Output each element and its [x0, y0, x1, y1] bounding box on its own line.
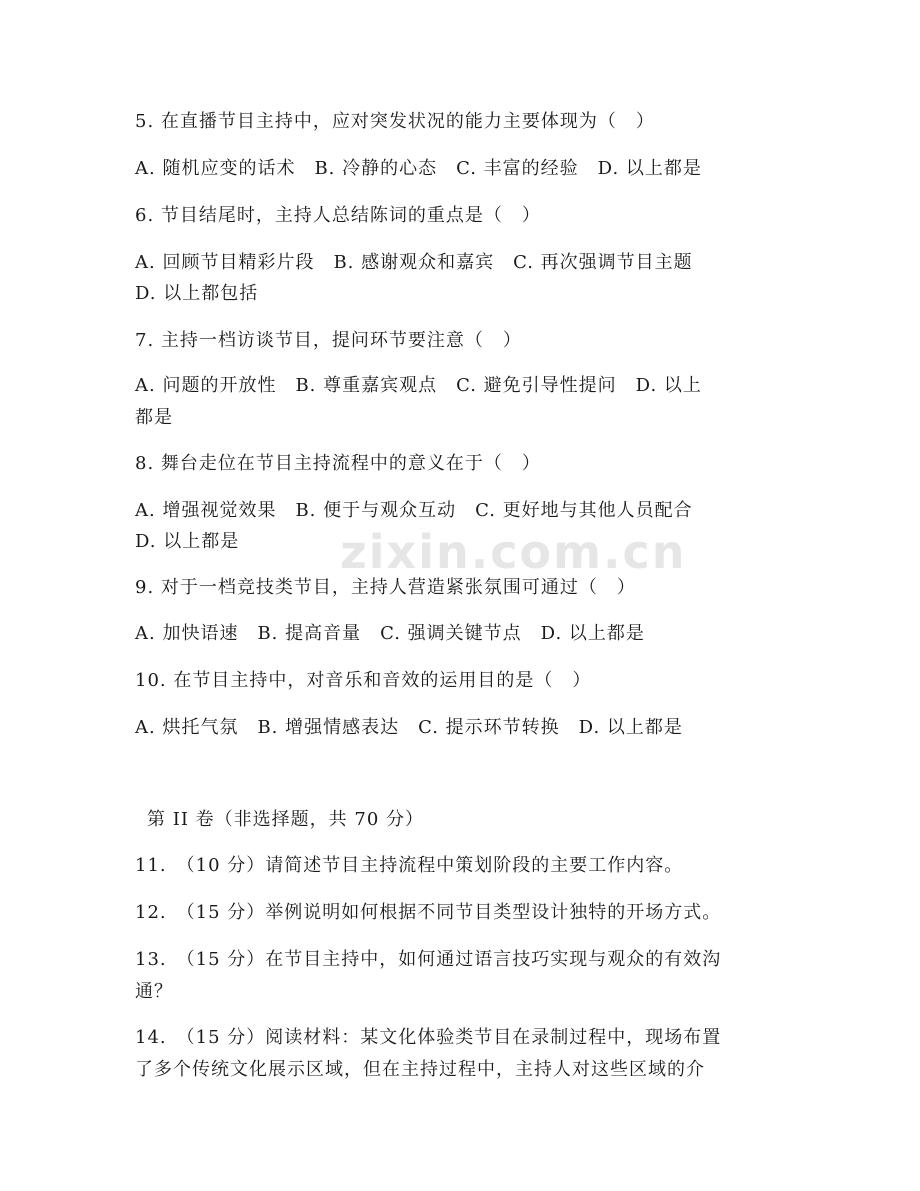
question-8-options-line1: A. 增强视觉效果 B. 便于与观众互动 C. 更好地与其他人员配合: [135, 500, 693, 521]
question-7-options-line1: A. 问题的开放性 B. 尊重嘉宾观点 C. 避免引导性提问 D. 以上: [135, 375, 702, 396]
question-13-line1: 13. （15 分）在节目主持中，如何通过语言技巧实现与观众的有效沟: [135, 949, 722, 970]
question-5-stem: 5. 在直播节目主持中，应对突发状况的能力主要体现为（ ）: [135, 111, 655, 132]
question-11: 11. （10 分）请简述节目主持流程中策划阶段的主要工作内容。: [135, 855, 684, 876]
question-7-stem: 7. 主持一档访谈节目，提问环节要注意（ ）: [135, 330, 522, 351]
question-10-stem: 10. 在节目主持中，对音乐和音效的运用目的是（ ）: [135, 670, 592, 691]
question-9-options: A. 加快语速 B. 提高音量 C. 强调关键节点 D. 以上都是: [135, 623, 645, 644]
question-14-line2: 了多个传统文化展示区域，但在主持过程中，主持人对这些区域的介: [135, 1059, 705, 1080]
question-10-options: A. 烘托气氛 B. 增强情感表达 C. 提示环节转换 D. 以上都是: [135, 717, 683, 738]
watermark: zixin.com.cn: [340, 525, 687, 579]
question-9-stem: 9. 对于一档竞技类节目，主持人营造紧张氛围可通过（ ）: [135, 577, 636, 598]
question-6-options-line2: D. 以上都包括: [135, 283, 259, 304]
section-2-title: 第 II 卷（非选择题，共 70 分）: [147, 809, 425, 830]
question-6-stem: 6. 节目结尾时，主持人总结陈词的重点是（ ）: [135, 205, 541, 226]
question-12: 12. （15 分）举例说明如何根据不同节目类型设计独特的开场方式。: [135, 902, 722, 923]
question-13-line2: 通？: [135, 981, 173, 1002]
question-5-options: A. 随机应变的话术 B. 冷静的心态 C. 丰富的经验 D. 以上都是: [135, 158, 702, 179]
question-8-stem: 8. 舞台走位在节目主持流程中的意义在于（ ）: [135, 453, 541, 474]
question-7-options-line2: 都是: [135, 407, 173, 428]
question-8-options-line2: D. 以上都是: [135, 531, 240, 552]
question-14-line1: 14. （15 分）阅读材料：某文化体验类节目在录制过程中，现场布置: [135, 1027, 722, 1048]
question-6-options-line1: A. 回顾节目精彩片段 B. 感谢观众和嘉宾 C. 再次强调节目主题: [135, 252, 693, 273]
